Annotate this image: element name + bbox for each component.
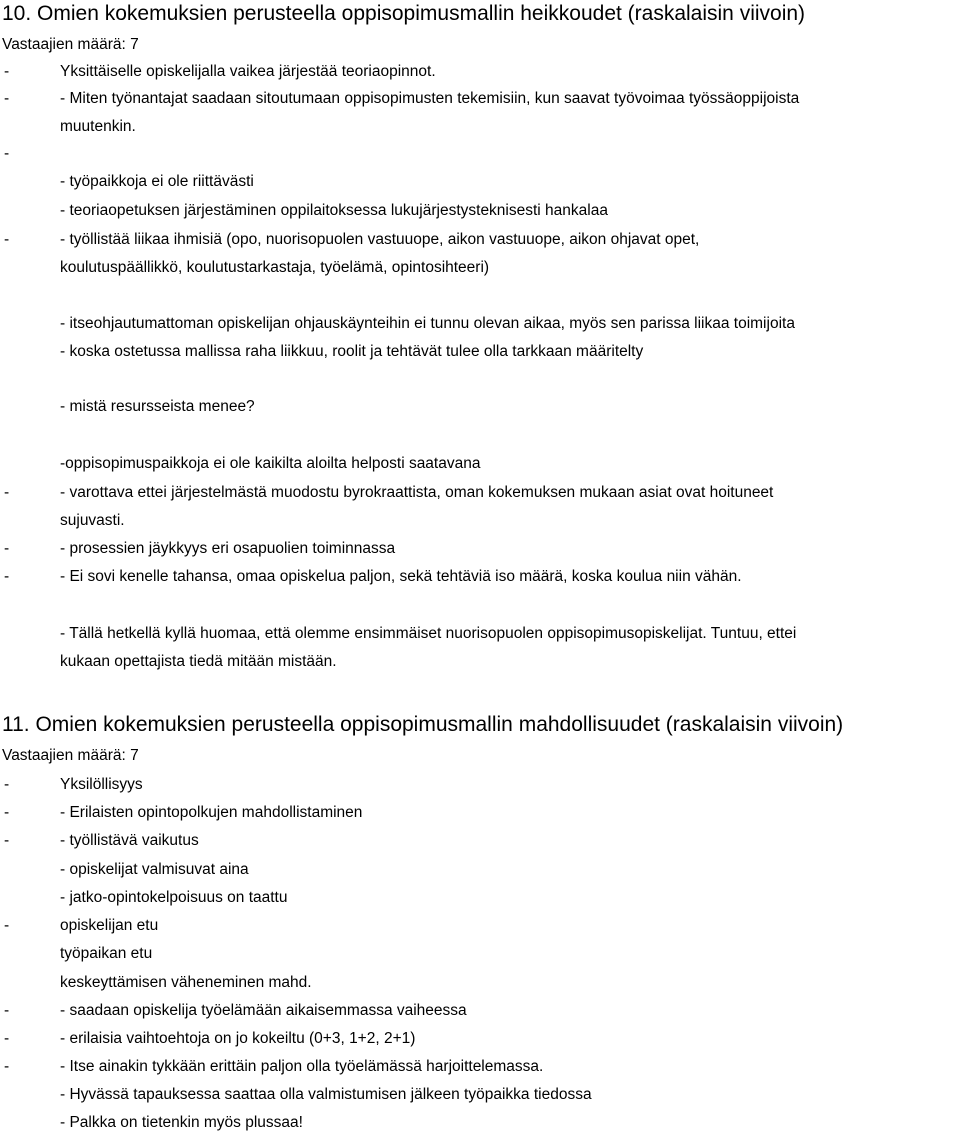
section-11-title: 11. Omien kokemuksien perusteella oppisopimusmallin mahdollisuudet (raskalaisin viivoin) bbox=[2, 713, 844, 736]
answer-line: - Itse ainakin tykkään erittäin paljon olla työelämässä harjoittelemassa. bbox=[60, 1058, 544, 1075]
bullet-dash: - bbox=[4, 1002, 10, 1019]
answer-line: - saadaan opiskelija työelämään aikaisemmassa vaiheessa bbox=[60, 1002, 467, 1019]
answer-line: - työllistää liikaa ihmisiä (opo, nuorisopuolen vastuuope, aikon vastuuope, aikon ohjavat opet, bbox=[60, 231, 700, 248]
bullet-dash: - bbox=[4, 776, 10, 793]
answer-line: - prosessien jäykkyys eri osapuolien toiminnassa bbox=[60, 540, 396, 557]
answer-line: - jatko-opintokelpoisuus on taattu bbox=[60, 889, 288, 906]
section-10-title: 10. Omien kokemuksien perusteella oppisopimusmallin heikkoudet (raskalaisin viivoin) bbox=[2, 2, 806, 25]
answer-line: kukaan opettajista tiedä mitään mistään. bbox=[60, 653, 337, 670]
answer-line: koulutuspäällikkö, koulutustarkastaja, työelämä, opintosihteeri) bbox=[60, 259, 490, 276]
answer-line: keskeyttämisen väheneminen mahd. bbox=[60, 974, 312, 991]
bullet-dash: - bbox=[4, 231, 10, 248]
bullet-dash: - bbox=[4, 917, 10, 934]
answer-line: - Tällä hetkellä kyllä huomaa, että olemme ensimmäiset nuorisopuolen oppisopimusopiskelijat. Tuntuu, ettei bbox=[60, 625, 797, 642]
bullet-dash: - bbox=[4, 1030, 10, 1047]
answer-line: sujuvasti. bbox=[60, 512, 125, 529]
bullet-dash: - bbox=[4, 832, 10, 849]
answer-line: opiskelijan etu bbox=[60, 917, 159, 934]
answer-line: - Palkka on tietenkin myös plussaa! bbox=[60, 1114, 303, 1131]
answer-line: - opiskelijat valmisuvat aina bbox=[60, 861, 249, 878]
answer-line: - Erilaisten opintopolkujen mahdollistaminen bbox=[60, 804, 363, 821]
bullet-dash: - bbox=[4, 1058, 10, 1075]
answer-line: muutenkin. bbox=[60, 118, 136, 135]
answer-line: - koska ostetussa mallissa raha liikkuu, roolit ja tehtävät tulee olla tarkkaan määritelty bbox=[60, 343, 644, 360]
section-10-respondents: Vastaajien määrä: 7 bbox=[2, 36, 139, 53]
answer-line: - varottava ettei järjestelmästä muodostu byrokraattista, oman kokemuksen mukaan asiat ovat hoituneet bbox=[60, 484, 774, 501]
bullet-dash: - bbox=[4, 90, 10, 107]
answer-line: Yksittäiselle opiskelijalla vaikea järjestää teoriaopinnot. bbox=[60, 63, 436, 80]
answer-line: -oppisopimuspaikkoja ei ole kaikilta aloilta helposti saatavana bbox=[60, 455, 481, 472]
bullet-dash: - bbox=[4, 568, 10, 585]
answer-line: - itseohjautumattoman opiskelijan ohjauskäynteihin ei tunnu olevan aikaa, myös sen parissa liikaa toimijoita bbox=[60, 315, 795, 332]
bullet-dash: - bbox=[4, 804, 10, 821]
answer-line: - työpaikkoja ei ole riittävästi bbox=[60, 173, 254, 190]
answer-line: - mistä resursseista menee? bbox=[60, 398, 255, 415]
answer-line: - erilaisia vaihtoehtoja on jo kokeiltu (0+3, 1+2, 2+1) bbox=[60, 1030, 416, 1047]
answer-line: - Hyvässä tapauksessa saattaa olla valmistumisen jälkeen työpaikka tiedossa bbox=[60, 1086, 592, 1103]
answer-line: työpaikan etu bbox=[60, 945, 153, 962]
bullet-dash: - bbox=[4, 540, 10, 557]
bullet-dash: - bbox=[4, 63, 10, 80]
answer-line: - Ei sovi kenelle tahansa, omaa opiskelua paljon, sekä tehtäviä iso määrä, koska koulua niin vähän. bbox=[60, 568, 742, 585]
answer-line: - teoriaopetuksen järjestäminen oppilaitoksessa lukujärjestysteknisesti hankalaa bbox=[60, 202, 608, 219]
section-11-respondents: Vastaajien määrä: 7 bbox=[2, 747, 139, 764]
bullet-dash: - bbox=[4, 145, 10, 162]
bullet-dash: - bbox=[4, 484, 10, 501]
answer-line: Yksilöllisyys bbox=[60, 776, 143, 793]
answer-line: - Miten työnantajat saadaan sitoutumaan oppisopimusten tekemisiin, kun saavat työvoimaa työssäoppijoista bbox=[60, 90, 800, 107]
answer-line: - työllistävä vaikutus bbox=[60, 832, 199, 849]
